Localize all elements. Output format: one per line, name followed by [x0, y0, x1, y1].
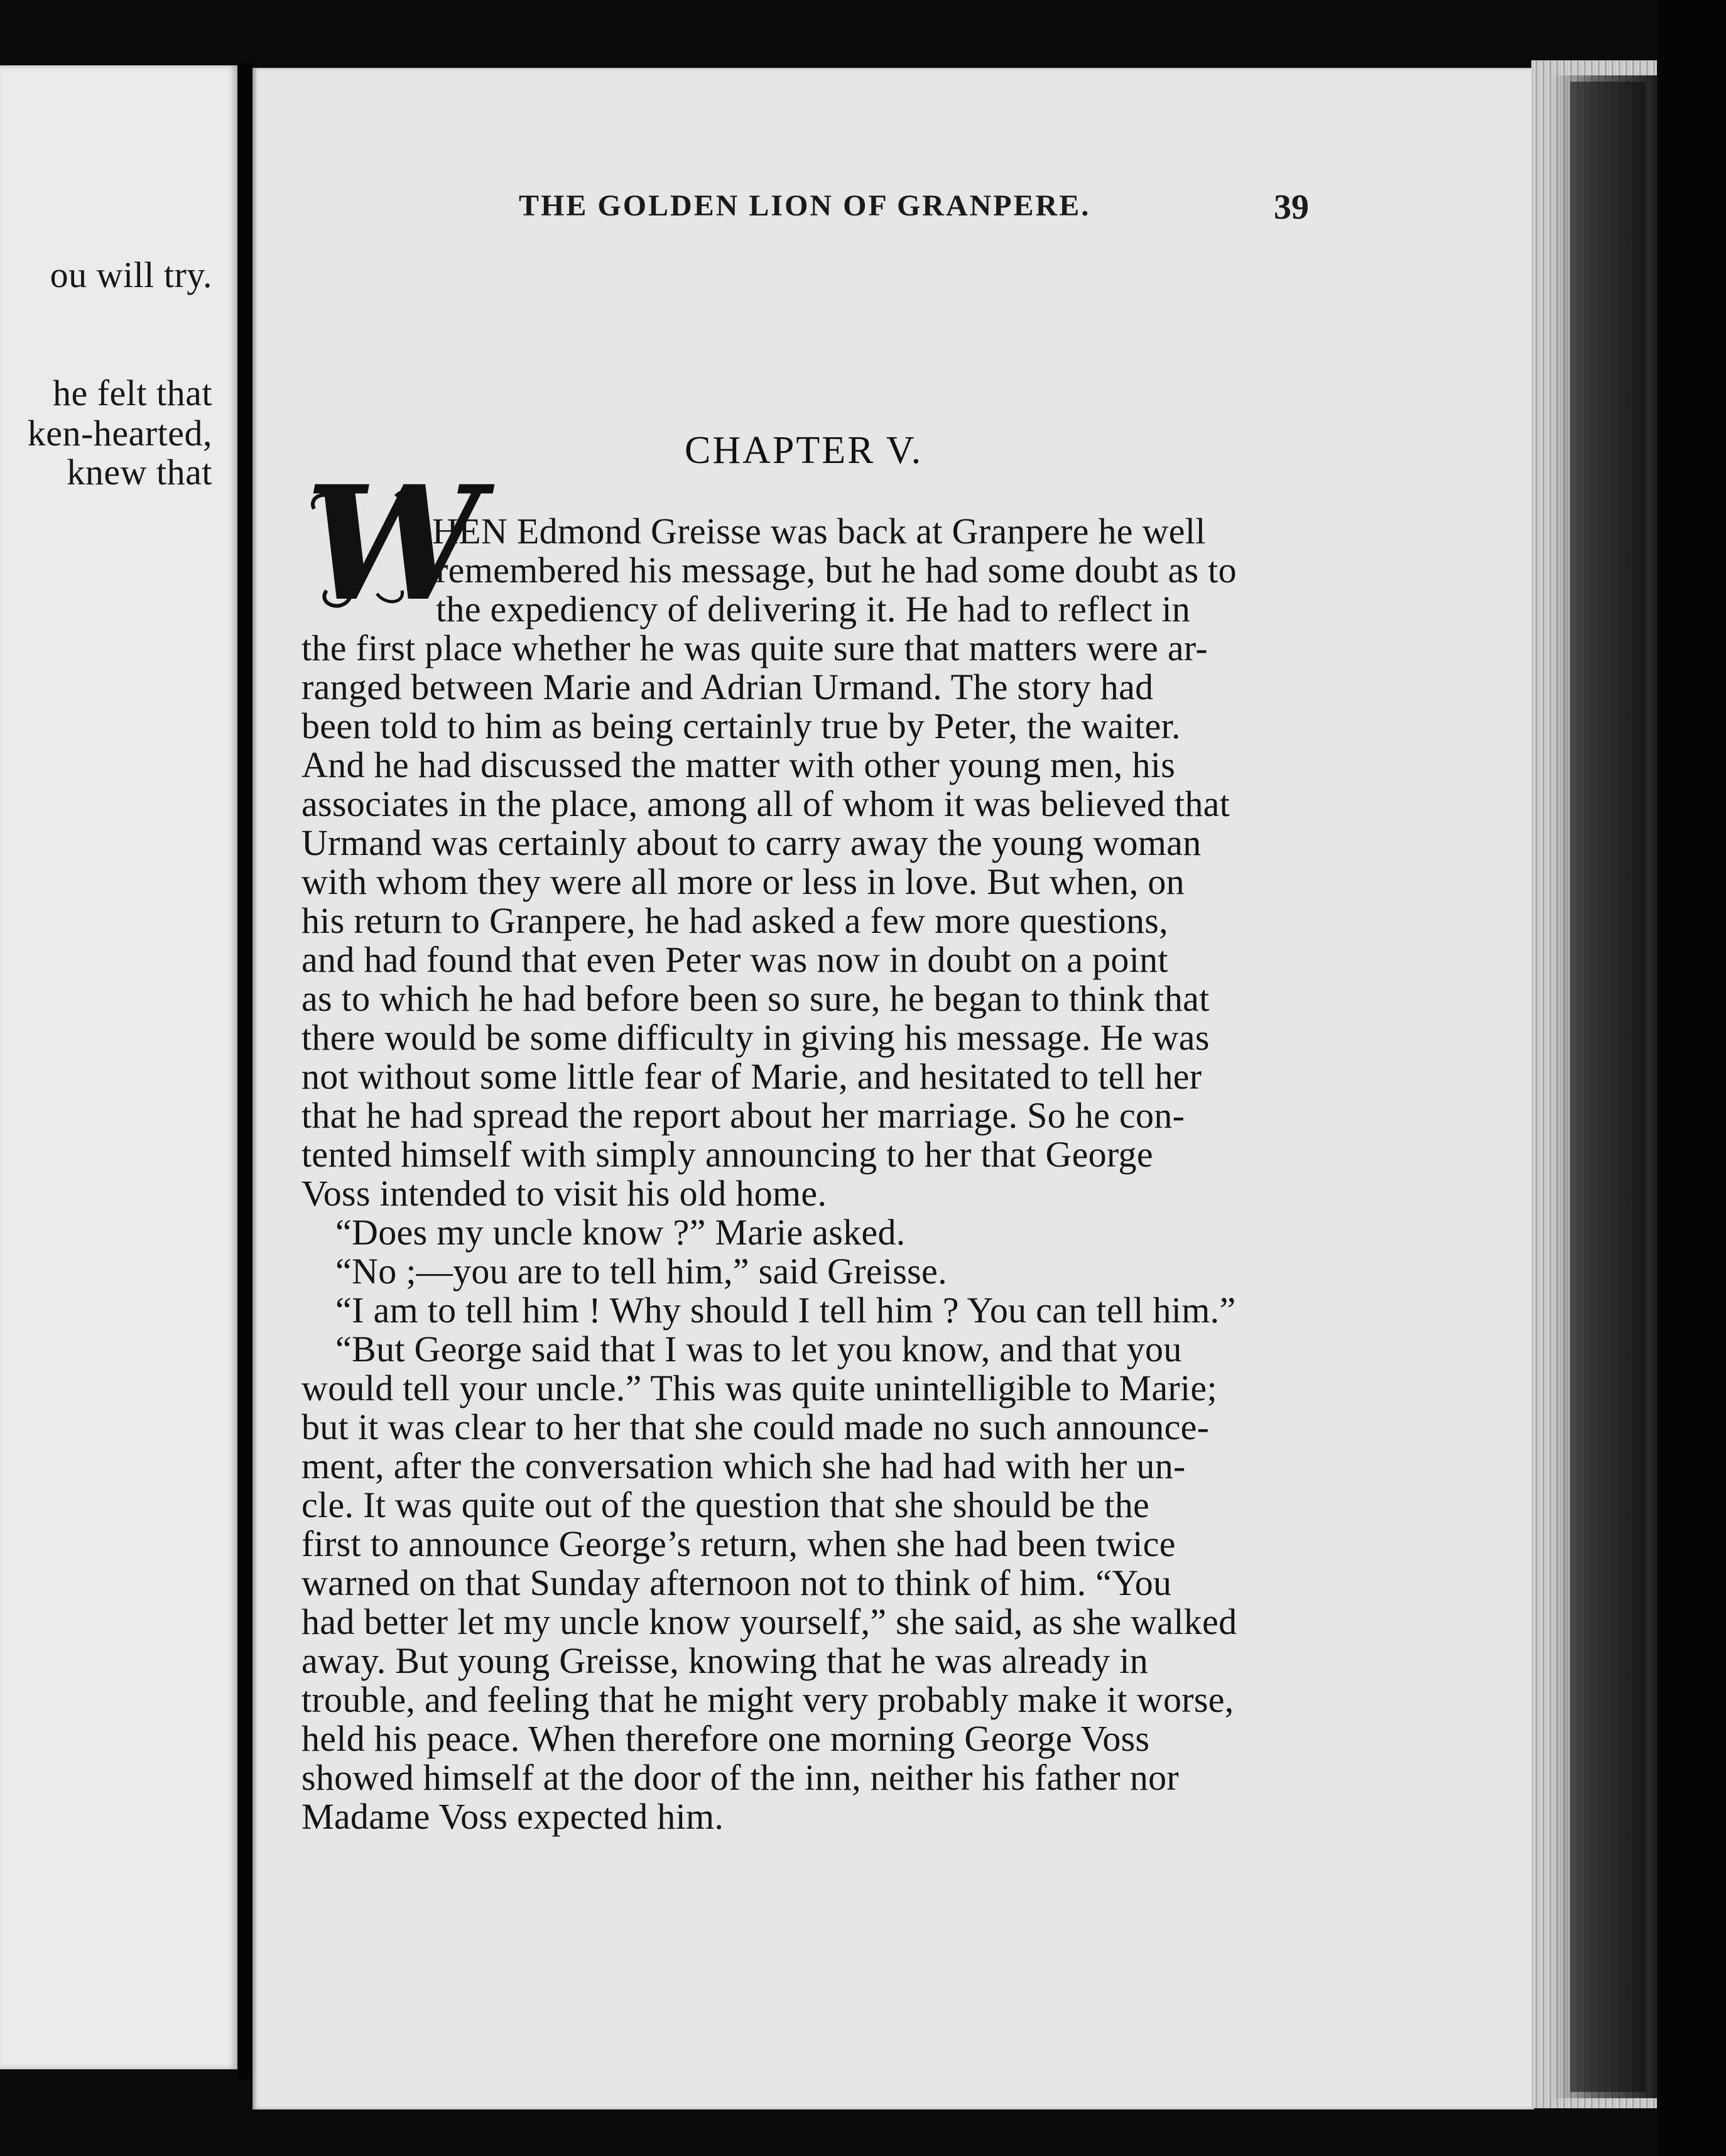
body-line: ranged between Marie and Adrian Urmand. The story had	[301, 667, 1154, 707]
body-line: with whom they were all more or less in love. But when, on	[301, 861, 1185, 902]
body-line: trouble, and feeling that he might very probably make it worse,	[301, 1679, 1234, 1720]
body-line: warned on that Sunday afternoon not to think of him. “You	[301, 1562, 1172, 1603]
body-line: not without some little fear of Marie, and hesitated to tell her	[301, 1056, 1202, 1097]
body-line: Madame Voss expected him.	[301, 1796, 724, 1837]
chapter-title: CHAPTER V.	[685, 429, 923, 472]
body-line: tented himself with simply announcing to her that George	[301, 1134, 1153, 1175]
body-line: away. But young Greisse, knowing that he was already in	[301, 1640, 1149, 1681]
body-line: cle. It was quite out of the question that she should be the	[301, 1484, 1150, 1525]
body-line: associates in the place, among all of whom it was believed that	[301, 783, 1230, 824]
body-line: been told to him as being certainly true by Peter, the waiter.	[301, 705, 1181, 746]
body-line: as to which he had before been so sure, he began to think that	[301, 978, 1210, 1019]
body-line: and had found that even Peter was now in doubt on a point	[301, 939, 1168, 980]
body-line: the first place whether he was quite sure that matters were ar-	[301, 628, 1208, 668]
left-page-line: knew that	[67, 452, 212, 493]
book-gutter	[237, 63, 252, 2079]
body-line: “But George said that I was to let you know, and that you	[335, 1329, 1182, 1369]
scan-background	[1658, 0, 1726, 2156]
body-line: Urmand was certainly about to carry away the young woman	[301, 822, 1202, 863]
body-line: “No ;—you are to tell him,” said Greisse.	[335, 1251, 947, 1292]
body-line: there would be some difficulty in giving his message. He was	[301, 1017, 1210, 1058]
fore-edge-shadow	[1551, 75, 1658, 2098]
body-line: would tell your uncle.” This was quite unintelligible to Marie;	[301, 1368, 1217, 1408]
body-line: remembered his message, but he had some doubt as to	[436, 550, 1237, 591]
body-line: And he had discussed the matter with other young men, his	[301, 744, 1176, 785]
body-line: had better let my uncle know yourself,” she said, as she walked	[301, 1601, 1237, 1642]
left-page-line: ken-hearted,	[27, 413, 212, 454]
drop-cap-letter: W	[305, 451, 482, 636]
page-number: 39	[1274, 188, 1309, 227]
body-line: showed himself at the door of the inn, neither his father nor	[301, 1757, 1180, 1798]
body-line: HEN Edmond Greisse was back at Granpere he well	[432, 511, 1206, 552]
running-head: THE GOLDEN LION OF GRANPERE.	[519, 189, 1091, 222]
body-line: ment, after the conversation which she had had with her un-	[301, 1446, 1186, 1486]
body-line: but it was clear to her that she could made no such announce-	[301, 1407, 1210, 1447]
left-page-line: ou will try.	[50, 254, 212, 295]
body-line: Voss intended to visit his old home.	[301, 1173, 827, 1214]
body-line: “I am to tell him ! Why should I tell him ? You can tell him.”	[335, 1290, 1236, 1331]
decorative-drop-cap	[301, 451, 482, 636]
body-line: the expediency of delivering it. He had to reflect in	[436, 589, 1191, 629]
body-line: held his peace. When therefore one morning George Voss	[301, 1718, 1150, 1759]
body-line: “Does my uncle know ?” Marie asked.	[335, 1212, 906, 1253]
left-facing-page	[0, 65, 237, 2069]
body-line: that he had spread the report about her marriage. So he con-	[301, 1095, 1185, 1136]
left-page-line: he felt that	[52, 373, 212, 413]
body-line: his return to Granpere, he had asked a few more questions,	[301, 900, 1168, 941]
body-line: first to announce George’s return, when she had been twice	[301, 1523, 1176, 1564]
